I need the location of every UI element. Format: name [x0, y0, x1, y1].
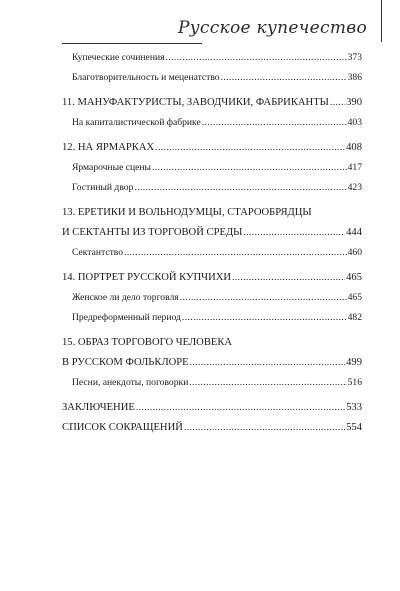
toc-page-number: 373: [347, 52, 362, 63]
toc-entry[interactable]: [62, 268, 362, 288]
table-of-contents: [62, 48, 362, 438]
dot-leader: [232, 268, 345, 288]
toc-entry-label: В РУССКОМ ФОЛЬКЛОРЕ: [62, 357, 189, 368]
dot-leader: [166, 48, 347, 68]
toc-page-number: 554: [346, 422, 362, 433]
toc-entry[interactable]: [62, 93, 362, 113]
toc-subentry[interactable]: [62, 178, 362, 198]
running-header-title: Русское купечество: [177, 18, 367, 38]
toc-subentry[interactable]: [62, 308, 362, 328]
toc-entry-label: 15. ОБРАЗ ТОРГОВОГО ЧЕЛОВЕКА: [62, 337, 233, 348]
dot-leader: [330, 93, 345, 113]
dot-leader: [136, 398, 345, 418]
toc-page-number: 444: [346, 227, 362, 238]
header-vertical-rule: [381, 0, 382, 42]
toc-page-number: 533: [346, 402, 362, 413]
dot-leader: [184, 418, 345, 438]
toc-entry-label: Сектантство: [72, 247, 124, 258]
toc-page-number: 390: [346, 97, 362, 108]
toc-subentry[interactable]: [62, 68, 362, 88]
toc-entry-label: ЗАКЛЮЧЕНИЕ: [62, 402, 135, 413]
toc-entry-label: Ярмарочные сцены: [72, 162, 151, 173]
toc-subentry[interactable]: [62, 158, 362, 178]
dot-leader: [243, 223, 345, 243]
dot-leader: [124, 243, 347, 263]
toc-entry-label: На капиталистической фабрике: [72, 117, 201, 128]
toc-subentry[interactable]: [62, 288, 362, 308]
toc-page-number: 465: [346, 272, 362, 283]
toc-page-number: 423: [347, 182, 362, 193]
toc-entry-label: 12. НА ЯРМАРКАХ: [62, 142, 155, 153]
toc-entry-label: 14. ПОРТРЕТ РУССКОЙ КУПЧИХИ: [62, 272, 232, 283]
toc-page-number: 417: [347, 162, 362, 173]
toc-entry-label: 11. МАНУФАКТУРИСТЫ, ЗАВОДЧИКИ, ФАБРИКАНТЫ: [62, 97, 329, 108]
toc-entry[interactable]: [62, 223, 362, 243]
toc-page-number: 403: [347, 117, 362, 128]
dot-leader: [202, 113, 347, 133]
toc-entry-label: Благотворительность и меценатство: [72, 72, 220, 83]
toc-page-number: 460: [347, 247, 362, 258]
dot-leader: [152, 158, 347, 178]
toc-entry-label: Песни, анекдоты, поговорки: [72, 377, 189, 388]
dot-leader: [189, 373, 346, 393]
toc-entry[interactable]: [62, 203, 362, 223]
toc-entry-label: Предреформенный период: [72, 312, 181, 323]
toc-subentry[interactable]: [62, 373, 362, 393]
toc-entry[interactable]: [62, 418, 362, 438]
toc-entry[interactable]: [62, 398, 362, 418]
toc-subentry[interactable]: [62, 48, 362, 68]
toc-subentry[interactable]: [62, 113, 362, 133]
dot-leader: [134, 178, 346, 198]
dot-leader: [190, 353, 345, 373]
header-rule: [62, 43, 202, 44]
toc-entry-label: И СЕКТАНТЫ ИЗ ТОРГОВОЙ СРЕДЫ: [62, 227, 243, 238]
toc-entry-label: СПИСОК СОКРАЩЕНИЙ: [62, 422, 183, 433]
dot-leader: [155, 138, 345, 158]
toc-entry[interactable]: [62, 138, 362, 158]
toc-entry-label: Гостиный двор: [72, 182, 134, 193]
toc-entry-label: Женское ли дело торговля: [72, 292, 179, 303]
dot-leader: [182, 308, 347, 328]
toc-page-number: 499: [346, 357, 362, 368]
toc-page-number: 386: [347, 72, 362, 83]
dot-leader: [221, 68, 347, 88]
toc-entry-label: Купеческие сочинения: [72, 52, 165, 63]
toc-entry-label: 13. ЕРЕТИКИ И ВОЛЬНОДУМЦЫ, СТАРООБРЯДЦЫ: [62, 207, 312, 218]
toc-entry[interactable]: [62, 333, 362, 353]
toc-page-number: 465: [347, 292, 362, 303]
toc-page-number: 408: [346, 142, 362, 153]
dot-leader: [180, 288, 347, 308]
toc-entry[interactable]: [62, 353, 362, 373]
toc-page-number: 516: [347, 377, 362, 388]
toc-subentry[interactable]: [62, 243, 362, 263]
toc-page-number: 482: [347, 312, 362, 323]
